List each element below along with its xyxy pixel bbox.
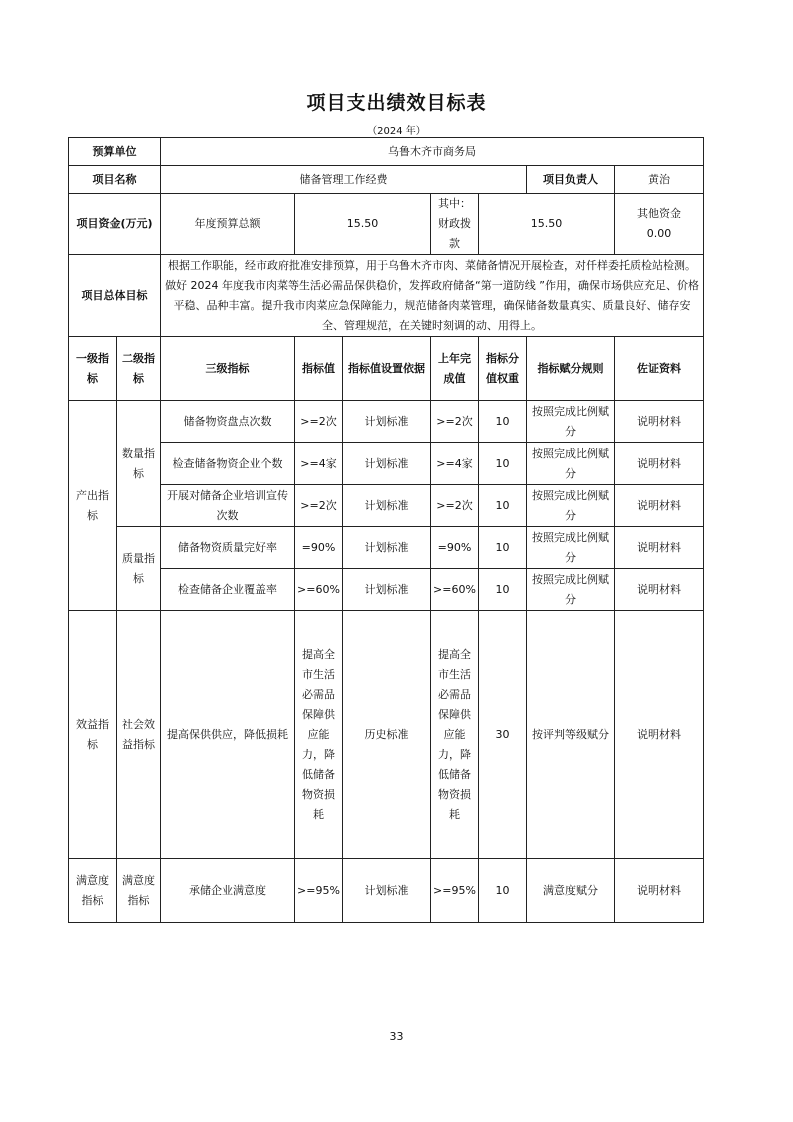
row-target: >=2次 [295,485,343,527]
row-last: >=4家 [431,443,479,485]
page-number: 33 [389,1030,404,1043]
row-evidence: 说明材料 [615,401,704,443]
row-rule: 按评判等级赋分 [527,611,615,859]
row-evidence: 说明材料 [615,443,704,485]
group-quantity: 数量指标 [117,401,161,527]
row-weight: 10 [479,859,527,923]
manager-value: 黄治 [615,166,704,194]
unit-value: 乌鲁木齐市商务局 [161,138,704,166]
project-name-label: 项目名称 [69,166,161,194]
row-evidence: 说明材料 [615,859,704,923]
row-target: =90% [295,527,343,569]
row-last: >=2次 [431,485,479,527]
row-name: 储备物资质量完好率 [161,527,295,569]
row-weight: 10 [479,569,527,611]
row-weight: 30 [479,611,527,859]
fiscal-value: 15.50 [479,194,615,255]
row-name: 检查储备物资企业个数 [161,443,295,485]
row-name: 提高保供供应，降低损耗 [161,611,295,859]
row-basis: 计划标准 [343,443,431,485]
row-target: >=95% [295,859,343,923]
other-value-group [615,194,704,255]
group-quality: 质量指标 [117,527,161,611]
table-row [69,569,704,611]
group-satisfaction-l2: 满意度指标 [117,859,161,923]
project-name-value: 储备管理工作经费 [161,166,527,194]
row-last: 提高全市生活必需品保障供应能力，降低储备物资损耗 [431,611,479,859]
row-last: >=2次 [431,401,479,443]
row-target: >=60% [295,569,343,611]
table-row [69,611,704,859]
table-row [69,527,704,569]
page-title: 项目支出绩效目标表 [306,92,487,114]
goal-label: 项目总体目标 [69,255,161,337]
header-weight: 指标分值权重 [479,337,527,401]
unit-label: 预算单位 [69,138,161,166]
annual-budget-value: 15.50 [295,194,431,255]
performance-table [68,137,704,923]
table-row [69,485,704,527]
header-level1: 一级指标 [69,337,117,401]
row-name: 承储企业满意度 [161,859,295,923]
funds-label: 项目资金(万元) [69,194,161,255]
group-social: 社会效益指标 [117,611,161,859]
group-satisfaction-l1: 满意度指标 [69,859,117,923]
group-output: 产出指标 [69,401,117,611]
row-last: >=60% [431,569,479,611]
annual-budget-label: 年度预算总额 [161,194,295,255]
row-weight: 10 [479,527,527,569]
row-evidence: 说明材料 [615,485,704,527]
table-row [69,401,704,443]
goal-text: 根据工作职能，经市政府批准安排预算，用于乌鲁木齐市肉、菜储备情况开展检查，对仟样委托质检站检测。做好 2024 年度我市肉菜等生活必需品保供稳价，发挥政府储备“第一道防线 ”作用，确保市场供应充足、价格平稳、品种丰富。提升我市肉菜应急保障能力，规范储备肉菜管理，确保储备数量真实、质量良好、储存安全、管理规范，在关键时刻调的动、用得上。 [161,255,704,337]
row-evidence: 说明材料 [615,611,704,859]
row-basis: 计划标准 [343,527,431,569]
row-weight: 10 [479,485,527,527]
header-level3: 三级指标 [161,337,295,401]
row-rule: 按照完成比例赋分 [527,485,615,527]
row-evidence: 说明材料 [615,527,704,569]
row-rule: 按照完成比例赋分 [527,401,615,443]
row-target: >=4家 [295,443,343,485]
row-weight: 10 [479,401,527,443]
row-basis: 历史标准 [343,611,431,859]
row-target: >=2次 [295,401,343,443]
row-weight: 10 [479,443,527,485]
row-name: 开展对储备企业培训宣传次数 [161,485,295,527]
row-basis: 计划标准 [343,859,431,923]
group-benefit: 效益指标 [69,611,117,859]
row-target: 提高全市生活必需品保障供应能力，降低储备物资损耗 [295,611,343,859]
table-row [69,443,704,485]
manager-label: 项目负责人 [527,166,615,194]
other-label: 其他资金 [637,207,682,220]
row-rule: 按照完成比例赋分 [527,443,615,485]
fiscal-label: 其中：财政拨款 [431,194,479,255]
other-value: 0.00 [646,227,672,240]
row-basis: 计划标准 [343,401,431,443]
row-basis: 计划标准 [343,485,431,527]
row-last: =90% [431,527,479,569]
row-evidence: 说明材料 [615,569,704,611]
row-basis: 计划标准 [343,569,431,611]
year-label: （2024 年） [367,126,426,137]
row-last: >=95% [431,859,479,923]
row-name: 检查储备企业覆盖率 [161,569,295,611]
header-evidence: 佐证资料 [615,337,704,401]
row-rule: 按照完成比例赋分 [527,569,615,611]
header-target: 指标值 [295,337,343,401]
header-last-year: 上年完成值 [431,337,479,401]
header-basis: 指标值设置依据 [343,337,431,401]
header-level2: 二级指标 [117,337,161,401]
row-name: 储备物资盘点次数 [161,401,295,443]
row-rule: 按照完成比例赋分 [527,527,615,569]
row-rule: 满意度赋分 [527,859,615,923]
table-row [69,859,704,923]
header-rule: 指标赋分规则 [527,337,615,401]
